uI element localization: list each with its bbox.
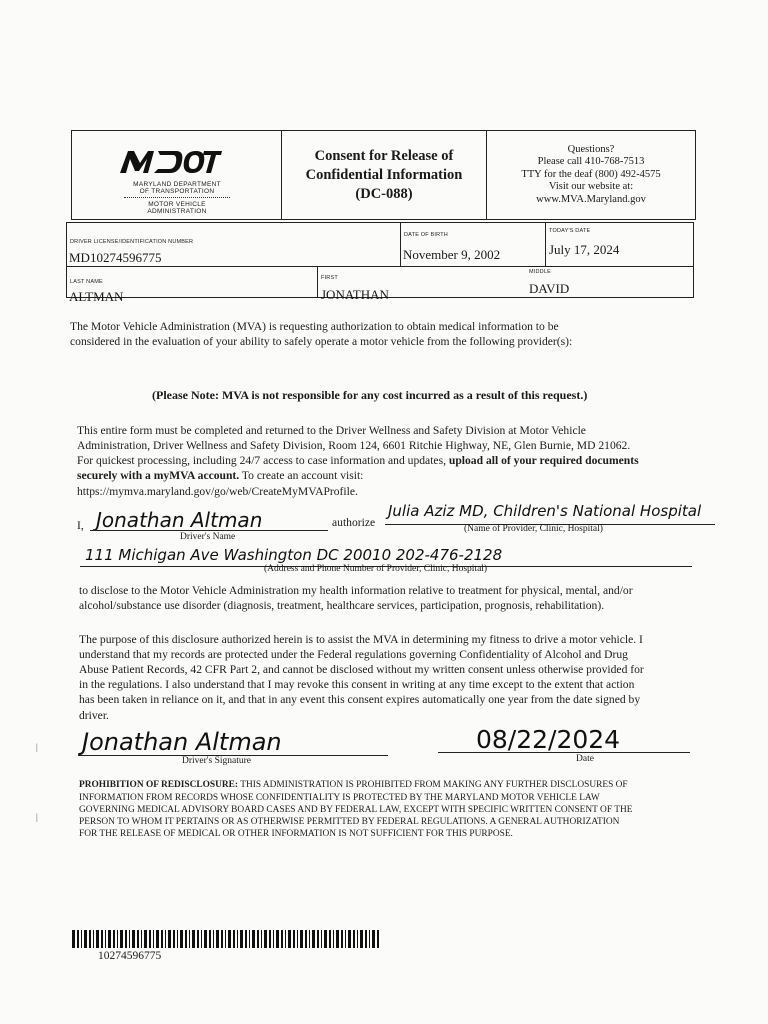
margin-mark: |: [36, 812, 38, 822]
dob-value: November 9, 2002: [403, 247, 501, 262]
date-line: [438, 752, 690, 753]
margin-mark: |: [36, 742, 38, 752]
agency-line: MARYLAND DEPARTMENT: [133, 181, 221, 188]
intro-line: The Motor Vehicle Administration (MVA) is requesting authorization to obtain medical information to be: [70, 320, 559, 333]
handwritten-driver-name: Jonathan Altman: [96, 508, 263, 532]
logo-divider: [124, 197, 230, 198]
form-code: (DC-088): [355, 185, 413, 202]
date-caption: Date: [576, 754, 594, 764]
agency-line: OF TRANSPORTATION: [139, 188, 215, 195]
authorize-label: authorize: [332, 516, 376, 529]
myMVA-link: https://mymva.maryland.gov/go/web/CreateMyMVAProfile.: [77, 485, 358, 498]
questions-line: Please call 410-768-7513: [537, 156, 645, 168]
prohibition-line: INFORMATION FROM RECORDS WHOSE CONFIDENTIALITY IS PROTECTED BY THE MARYLAND MOTOR VEHICLE LAW: [79, 793, 600, 803]
intro-line: considered in the evaluation of your ability to safely operate a motor vehicle from the following provider(s):: [70, 335, 573, 348]
purpose-line: The purpose of this disclosure authorized herein is to assist the MVA in determining my fitness to drive a motor vehicle. I: [79, 633, 643, 646]
agency-line: MOTOR VEHICLE: [148, 201, 206, 208]
driver-name-line: [90, 530, 328, 531]
middle-name-value: DAVID: [529, 281, 570, 296]
handwritten-signature: Jonathan Altman: [82, 728, 282, 756]
purpose-line: in the regulations. I also understand that I may revoke this consent in writing at any time except to the extent that action: [79, 678, 635, 691]
purpose-line: driver.: [79, 709, 109, 722]
prohibition-line: PROHIBITION OF REDISCLOSURE: THIS ADMINISTRATION IS PROHIBITED FROM MAKING ANY FURTHER DISCLOSURES OF: [79, 780, 628, 790]
prohibition-line: PERSON TO WHOM IT PERTAINS OR AS OTHERWISE PERMITTED BY FEDERAL REGULATIONS. A GENERAL AUTHORIZATION: [79, 817, 620, 827]
handwritten-address: 111 Michigan Ave Washington DC 20010 202-476-2128: [85, 546, 503, 564]
title-line: Consent for Release of: [314, 147, 454, 164]
purpose-line: has been taken in reliance on it, and that in any event this consent expires automatically one year from the date signed by: [79, 693, 641, 706]
last-name-label: LAST NAME: [70, 279, 103, 285]
dob-label: DATE OF BIRTH: [404, 232, 448, 238]
return-line: This entire form must be completed and returned to the Driver Wellness and Safety Division at Motor Vehicle: [77, 424, 586, 437]
return-line: For quickest processing, including 24/7 access to case information and updates, upload all of your required documents: [77, 454, 639, 467]
handwritten-date: 08/22/2024: [476, 725, 621, 754]
disclose-line: to disclose to the Motor Vehicle Administration my health information relative to treatment for physical, mental, and/or: [79, 584, 633, 597]
driver-info-grid: [66, 222, 694, 304]
first-name-value: JONATHAN: [321, 287, 389, 302]
license-label: DRIVER LICENSE/IDENTIFICATION NUMBER: [70, 239, 194, 245]
i-label: I,: [77, 519, 84, 532]
disclose-line: alcohol/substance use disorder (diagnosis, treatment, healthcare services, participation, prognosis, rehabilitation).: [79, 599, 605, 612]
purpose-line: Abuse Patient Records, 42 CFR Part 2, and cannot be disclosed without my written consent unless otherwise provided for: [79, 663, 644, 676]
signature-caption: Driver's Signature: [182, 756, 251, 766]
form-header: [71, 130, 696, 220]
cost-note: (Please Note: MVA is not responsible for any cost incurred as a result of this request.): [152, 388, 588, 402]
last-name-value: ALTMAN: [69, 289, 124, 304]
middle-name-label: MIDDLE: [529, 269, 551, 275]
questions-box: [487, 131, 695, 219]
handwritten-provider: Julia Aziz MD, Children's National Hospital: [388, 502, 702, 520]
address-caption: (Address and Phone Number of Provider, Clinic, Hospital): [264, 564, 488, 574]
provider-caption: (Name of Provider, Clinic, Hospital): [464, 524, 603, 534]
license-number: MD10274596775: [69, 250, 162, 265]
form-title: [282, 131, 487, 219]
return-line: Administration, Driver Wellness and Safety Division, Room 124, 6601 Ritchie Highway, NE, Glen Burnie, MD 21062.: [77, 439, 631, 452]
questions-line: www.MVA.Maryland.gov: [536, 193, 646, 205]
purpose-line: understand that my records are protected under the Federal regulations governing Confidentiality of Alcohol and Drug: [79, 648, 628, 661]
prohibition-line: FOR THE RELEASE OF MEDICAL OR OTHER INFORMATION IS NOT SUFFICIENT FOR THIS PURPOSE.: [79, 829, 513, 839]
title-line: Confidential Information: [305, 166, 463, 183]
prohibition-line: GOVERNING MEDICAL ADVISORY BOARD CASES AND BY FEDERAL LAW, EXCEPT WITH SPECIFIC WRITTEN CONSENT OF THE: [79, 805, 633, 815]
questions-line: Questions?: [567, 143, 615, 155]
questions-line: TTY for the deaf (800) 492-4575: [521, 168, 661, 180]
today-value: July 17, 2024: [549, 242, 620, 257]
agency-line: ADMINISTRATION: [147, 208, 207, 215]
mdot-logo-icon: [118, 147, 223, 175]
barcode-number: 10274596775: [98, 950, 162, 962]
questions-line: Visit our website at:: [548, 181, 634, 193]
first-name-label: FIRST: [321, 275, 338, 281]
mdot-logo: [72, 131, 282, 219]
barcode-icon: [72, 930, 382, 948]
today-label: TODAY'S DATE: [549, 228, 591, 234]
return-line: securely with a myMVA account. To create an account visit:: [77, 469, 364, 482]
drivers-name-caption: Driver's Name: [180, 532, 236, 542]
